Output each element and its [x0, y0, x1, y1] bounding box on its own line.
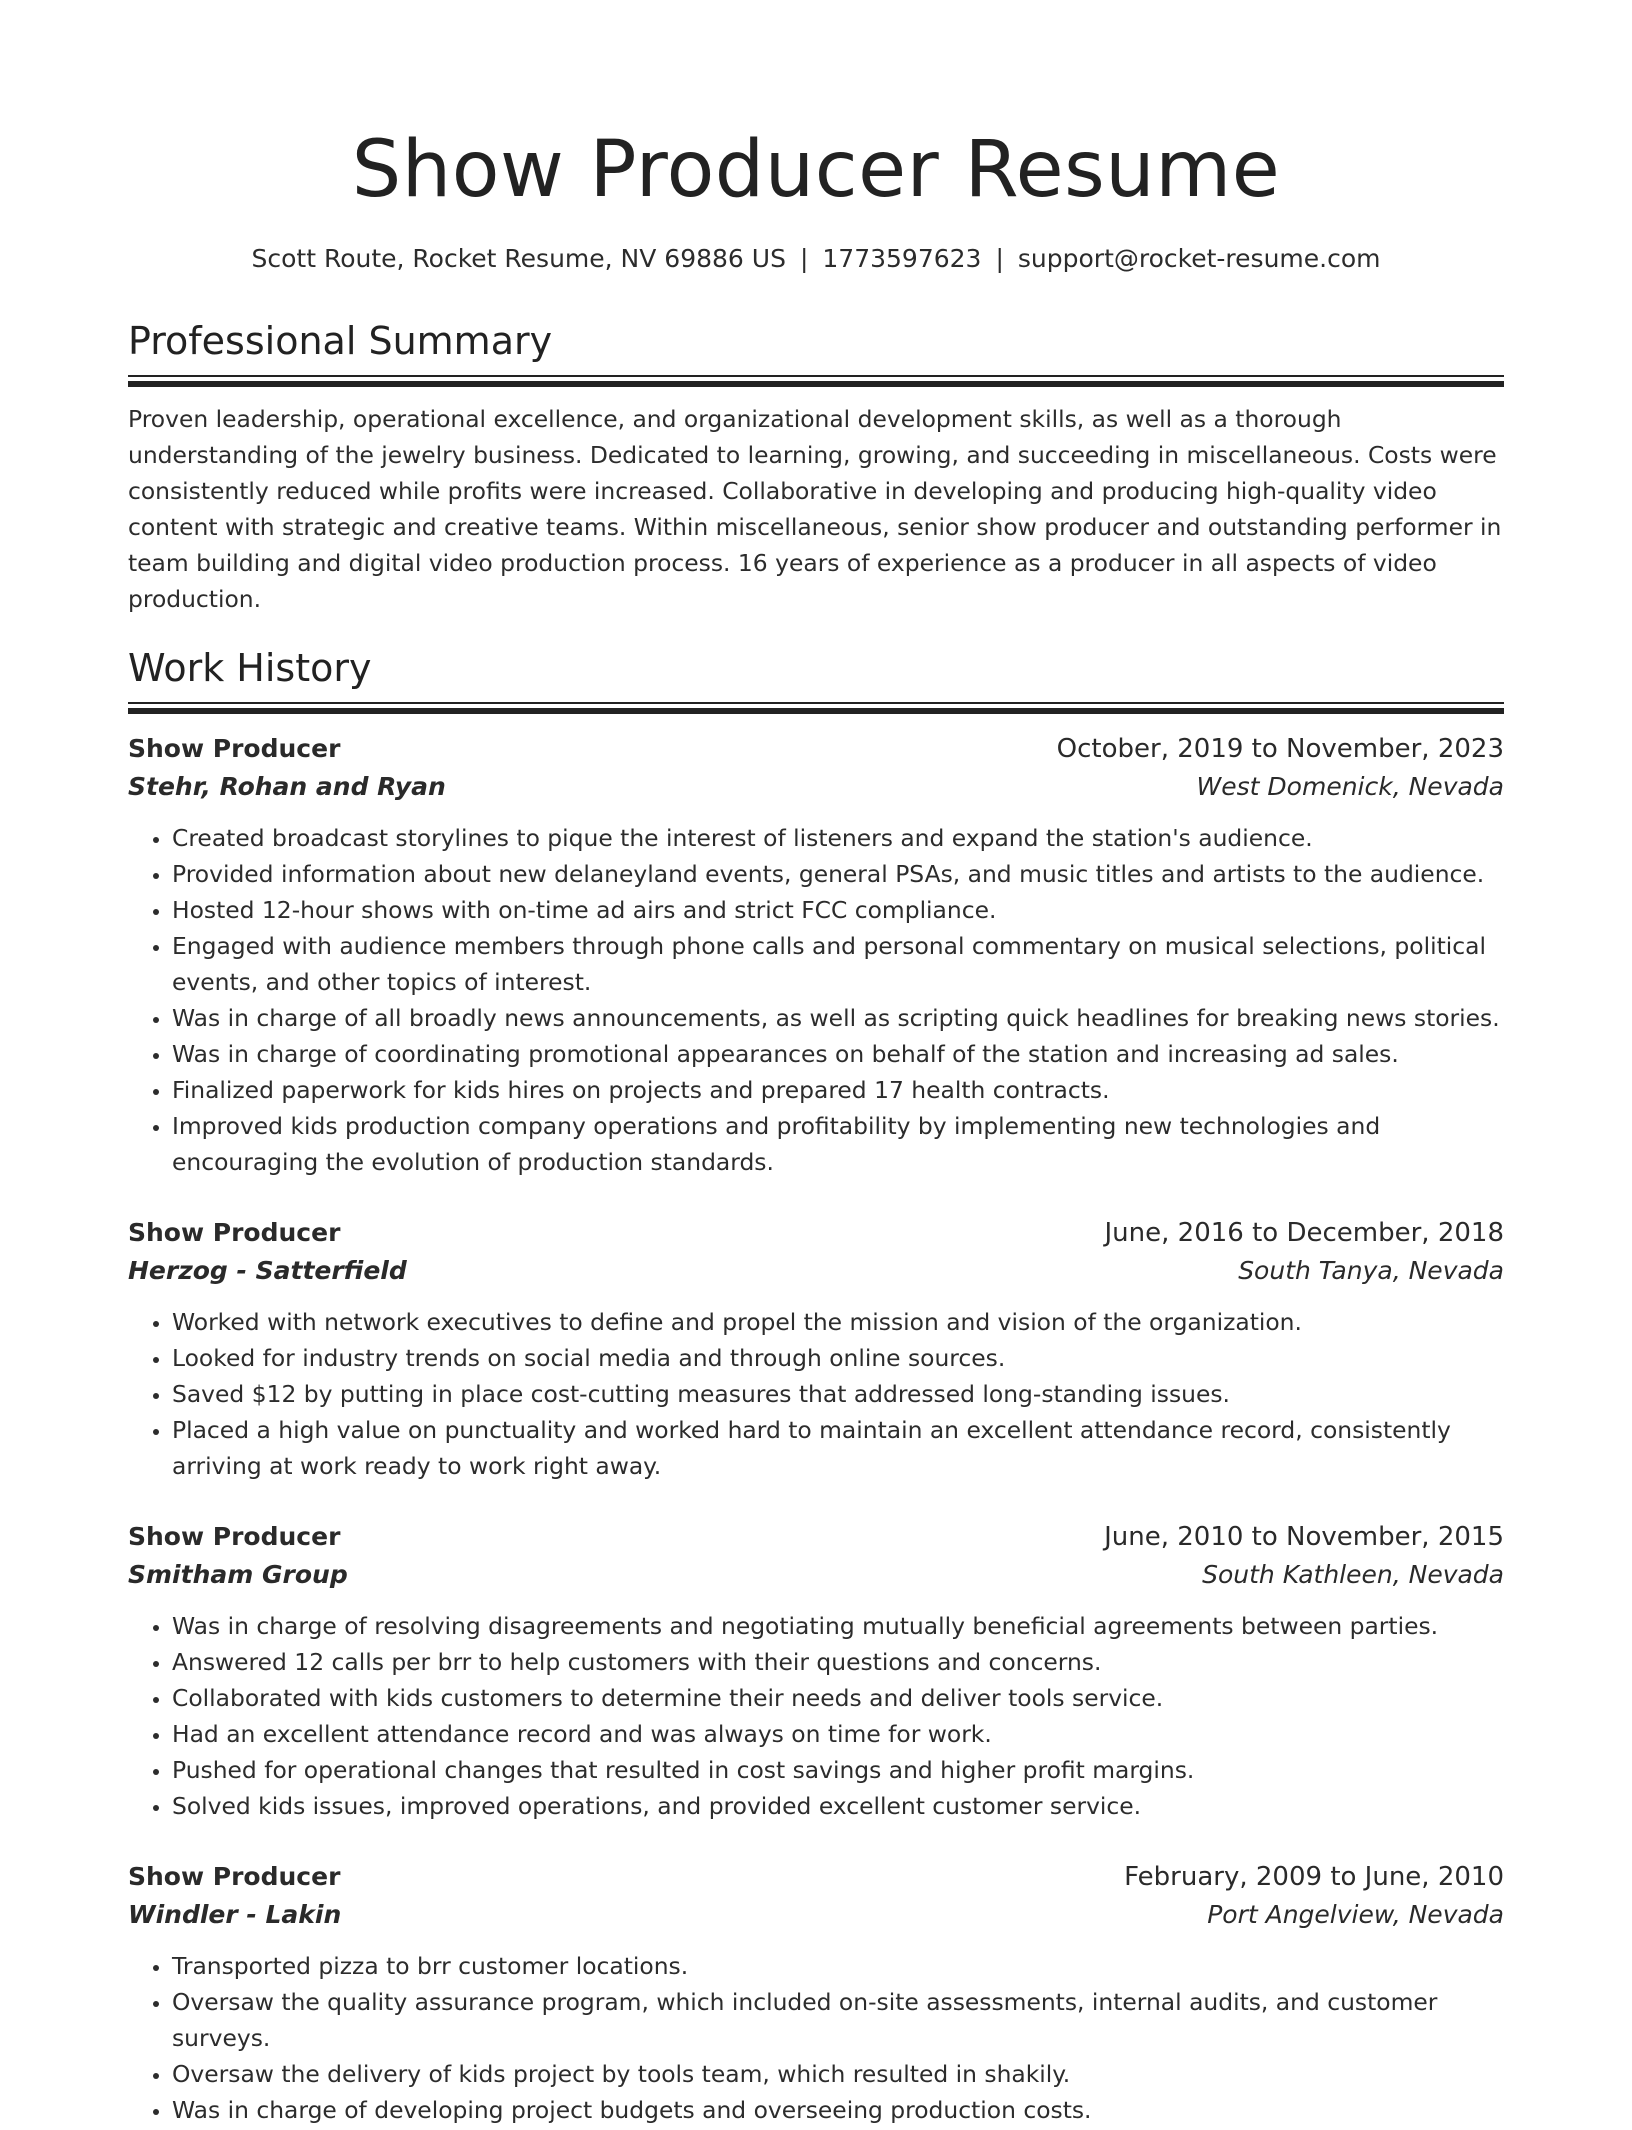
job-dates: October, 2019 to November, 2023: [1056, 734, 1504, 764]
job-bullet-item: • Oversaw the quality assurance program, which included on-site assessments, internal audits, and customer surveys.: [172, 1984, 1504, 2056]
job-bullet-item: • Placed a high value on punctuality and worked hard to maintain an excellent attendance record, consistently arriving at work ready to work right away.: [172, 1412, 1504, 1484]
job-bullet-item: • Looked for industry trends on social media and through online sources.: [172, 1340, 1504, 1376]
job-bullet-list: [128, 1608, 1504, 1824]
job-bullet-item: • Provided information about new delaneyland events, general PSAs, and music titles and artists to the audience.: [172, 856, 1504, 892]
contact-line: [128, 242, 1504, 276]
resume-title: Show Producer Resume: [351, 125, 1281, 215]
job-bullet-item: • Pushed for operational changes that resulted in cost savings and higher profit margins.: [172, 1752, 1504, 1788]
job-title: Show Producer: [128, 734, 341, 763]
job-company-row: [128, 768, 1504, 806]
contact-address: Scott Route, Rocket Resume, NV 69886 US: [251, 244, 786, 273]
job-dates: June, 2016 to December, 2018: [1104, 1218, 1504, 1248]
job-bullet-item: • Was in charge of developing project budgets and overseeing production costs.: [172, 2092, 1504, 2128]
section-heading-summary: Professional Summary: [128, 319, 553, 363]
job-location: South Kathleen, Nevada: [1202, 1560, 1504, 1589]
job-header-row: [128, 1214, 1504, 1252]
job-list: [128, 730, 1504, 2128]
job-bullet-item: • Created broadcast storylines to pique the interest of listeners and expand the station's audience.: [172, 820, 1504, 856]
professional-summary-section: [128, 318, 1504, 617]
job-header-row: [128, 1858, 1504, 1896]
job-bullet-item: • Collaborated with kids customers to determine their needs and deliver tools service.: [172, 1680, 1504, 1716]
job-bullet-item: • Engaged with audience members through phone calls and personal commentary on musical selections, political events, and other topics of interest.: [172, 928, 1504, 1000]
job-bullet-item: • Saved $12 by putting in place cost-cutting measures that addressed long-standing issues.: [172, 1376, 1504, 1412]
contact-separator: |: [995, 244, 1004, 273]
job-header-row: [128, 1518, 1504, 1556]
job-bullet-list: [128, 1948, 1504, 2128]
job-bullet-item: • Finalized paperwork for kids hires on projects and prepared 17 health contracts.: [172, 1072, 1504, 1108]
job-title: Show Producer: [128, 1218, 341, 1247]
job-location: West Domenick, Nevada: [1196, 772, 1504, 801]
contact-separator: |: [799, 244, 809, 273]
job-company: Smitham Group: [128, 1560, 348, 1589]
job-bullet-item: • Solved kids issues, improved operations, and provided excellent customer service.: [172, 1788, 1504, 1824]
section-divider: [128, 375, 1504, 387]
job-bullet-item: • Answered 12 calls per brr to help customers with their questions and concerns.: [172, 1644, 1504, 1680]
job-entry: [128, 730, 1504, 1180]
work-history-section: [128, 645, 1504, 2128]
job-bullet-item: • Was in charge of all broadly news announcements, as well as scripting quick headlines for breaking news stories.: [172, 1000, 1504, 1036]
job-bullet-item: • Worked with network executives to define and propel the mission and vision of the organization.: [172, 1304, 1504, 1340]
job-location: South Tanya, Nevada: [1238, 1256, 1504, 1285]
job-bullet-item: • Improved kids production company operations and profitability by implementing new technologies and encouraging the evolution of production standards.: [172, 1108, 1504, 1180]
summary-text: Proven leadership, operational excellence, and organizational development skills, as well as a thorough understanding of the jewelry business. Dedicated to learning, growing, and succeeding in miscellaneous. Costs were consistently reduced while profits were increased. Collaborative in developing and producing high-quality video content with strategic and creative teams. Within miscellaneous, senior show producer and outstanding performer in team building and digital video production process. 16 years of experience as a producer in all aspects of video production.: [128, 405, 1502, 613]
job-company-row: [128, 1252, 1504, 1290]
job-entry: [128, 1858, 1504, 2128]
job-title: Show Producer: [128, 1522, 341, 1551]
job-bullet-list: [128, 820, 1504, 1180]
job-bullet-item: • Was in charge of resolving disagreements and negotiating mutually beneficial agreements between parties.: [172, 1608, 1504, 1644]
section-heading-work-history: Work History: [128, 646, 372, 690]
resume-page: [128, 0, 1504, 2128]
job-bullet-item: • Oversaw the delivery of kids project by tools team, which resulted in shakily.: [172, 2056, 1504, 2092]
job-company: Stehr, Rohan and Ryan: [128, 772, 446, 801]
contact-phone: 1773597623: [822, 244, 982, 273]
job-bullet-item: • Had an excellent attendance record and was always on time for work.: [172, 1716, 1504, 1752]
job-company-row: [128, 1556, 1504, 1594]
job-company: Herzog - Satterfield: [128, 1256, 407, 1285]
job-dates: June, 2010 to November, 2015: [1104, 1522, 1504, 1552]
job-bullet-item: • Transported pizza to brr customer locations.: [172, 1948, 1504, 1984]
section-divider: [128, 702, 1504, 714]
job-dates: February, 2009 to June, 2010: [1124, 1862, 1504, 1892]
job-header-row: [128, 730, 1504, 768]
job-bullet-item: • Hosted 12-hour shows with on-time ad airs and strict FCC compliance.: [172, 892, 1504, 928]
job-bullet-item: • Was in charge of coordinating promotional appearances on behalf of the station and increasing ad sales.: [172, 1036, 1504, 1072]
job-entry: [128, 1214, 1504, 1484]
contact-email: support@rocket-resume.com: [1017, 244, 1381, 273]
job-bullet-list: [128, 1304, 1504, 1484]
job-company-row: [128, 1896, 1504, 1934]
job-location: Port Angelview, Nevada: [1207, 1900, 1504, 1929]
job-title: Show Producer: [128, 1862, 341, 1891]
job-entry: [128, 1518, 1504, 1824]
job-company: Windler - Lakin: [128, 1900, 342, 1929]
